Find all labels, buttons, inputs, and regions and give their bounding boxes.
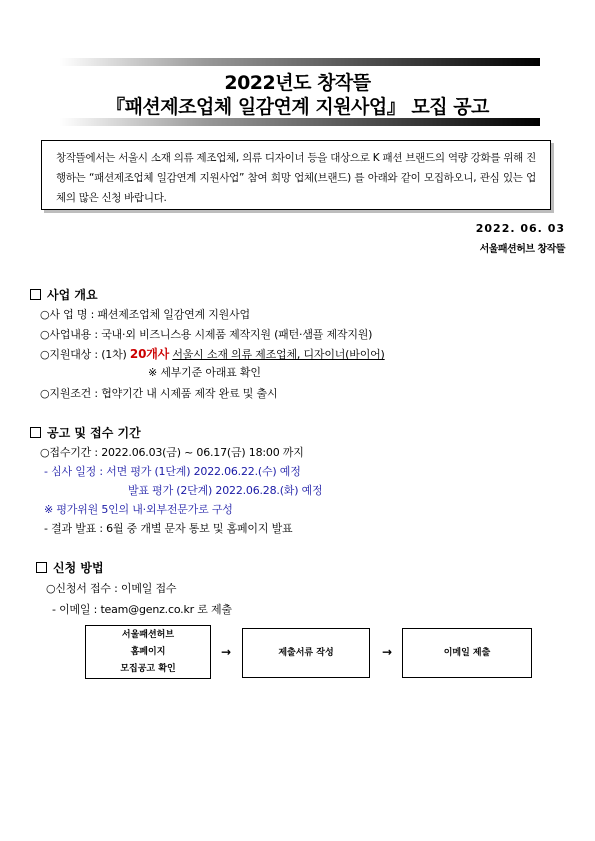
flow-step1-line3: 모집공고 확인 xyxy=(120,663,176,674)
application-method: ○신청서 접수 : 이메일 접수 xyxy=(46,582,177,595)
flow-arrow-icon: → xyxy=(221,645,232,659)
flow-step1-line2: 홈페이지 xyxy=(130,646,166,657)
support-target-round: (1차) xyxy=(101,348,130,361)
title-bottom-bar xyxy=(60,118,540,126)
flow-step-write-documents xyxy=(242,628,370,678)
business-content-row xyxy=(40,326,372,342)
intro-box: 창작뜰에서는 서울시 소재 의류 제조업체, 의류 디자이너 등을 대상으로 K 패션 브랜드의 역량 강화를 위해 진행하는 “패션제조업체 일감연계 지원사업” 참여 희망 업체(브랜드) 를 아래와 같이 모집하오니, 관심 있는 업체의 많은 신청 바랍니다. xyxy=(41,140,551,210)
support-condition-value: 협약기간 내 시제품 제작 완료 및 출시 xyxy=(101,387,278,400)
support-condition-label: ○지원조건 : xyxy=(40,387,102,400)
flow-step1-line1: 서울패션허브 xyxy=(121,629,175,640)
evaluator-note: ※ 평가위원 5인의 내·외부전문가로 구성 xyxy=(44,503,233,516)
announcement-date: 2022. 06. 03 xyxy=(475,222,565,235)
section-period-heading xyxy=(30,424,141,441)
result-announcement: - 결과 발표 : 6월 중 개별 문자 통보 및 홈페이지 발표 xyxy=(44,522,293,535)
section-method-title: 신청 방법 xyxy=(53,561,104,575)
support-target-row xyxy=(40,345,385,362)
organization-name: 서울패션허브 창작뜰 xyxy=(479,244,565,255)
business-content-value: 국내·외 비즈니스용 시제품 제작지원 (패턴·샘플 제작지원) xyxy=(101,328,373,341)
business-name-value: 패션제조업체 일감연계 지원사업 xyxy=(97,308,250,321)
support-target-note: ※ 세부기준 아래표 확인 xyxy=(148,366,261,379)
flow-step-email-submit xyxy=(402,628,532,678)
support-target-value: 서울시 소재 의류 제조업체, 디자이너(바이어) xyxy=(172,348,385,361)
support-target-count: 20개사 xyxy=(129,347,170,361)
section-overview-heading xyxy=(30,286,98,303)
support-condition-row xyxy=(40,385,277,401)
application-email: - 이메일 : team@genz.co.kr 로 제출 xyxy=(52,603,232,616)
checkbox-square-icon xyxy=(36,562,47,573)
page-title-line1: 2022년도 창작뜰 xyxy=(224,72,371,94)
checkbox-square-icon xyxy=(30,289,41,300)
support-target-label: ○지원대상 : xyxy=(40,348,102,361)
business-content-label: ○사업내용 : xyxy=(40,328,102,341)
review-schedule-stage1: - 심사 일정 : 서면 평가 (1단계) 2022.06.22.(수) 예정 xyxy=(44,465,301,478)
section-overview-title: 사업 개요 xyxy=(47,288,98,302)
page-title-line2: 『패션제조업체 일감연계 지원사업』 모집 공고 xyxy=(106,96,489,118)
business-name-label: ○사 업 명 : xyxy=(40,308,98,321)
business-name-row xyxy=(40,306,250,322)
review-schedule-stage2: 발표 평가 (2단계) 2022.06.28.(화) 예정 xyxy=(128,484,323,497)
flow-step2-label: 제출서류 작성 xyxy=(278,647,334,658)
flow-arrow-icon: → xyxy=(382,645,393,659)
section-method-heading xyxy=(36,559,104,576)
application-period: ○접수기간 : 2022.06.03(금) ~ 06.17(금) 18:00 까지 xyxy=(40,446,304,459)
section-period-title: 공고 및 접수 기간 xyxy=(47,426,141,440)
flow-step-check-notice xyxy=(85,625,211,679)
flow-step3-label: 이메일 제출 xyxy=(443,647,491,658)
title-top-bar xyxy=(60,58,540,66)
checkbox-square-icon xyxy=(30,427,41,438)
